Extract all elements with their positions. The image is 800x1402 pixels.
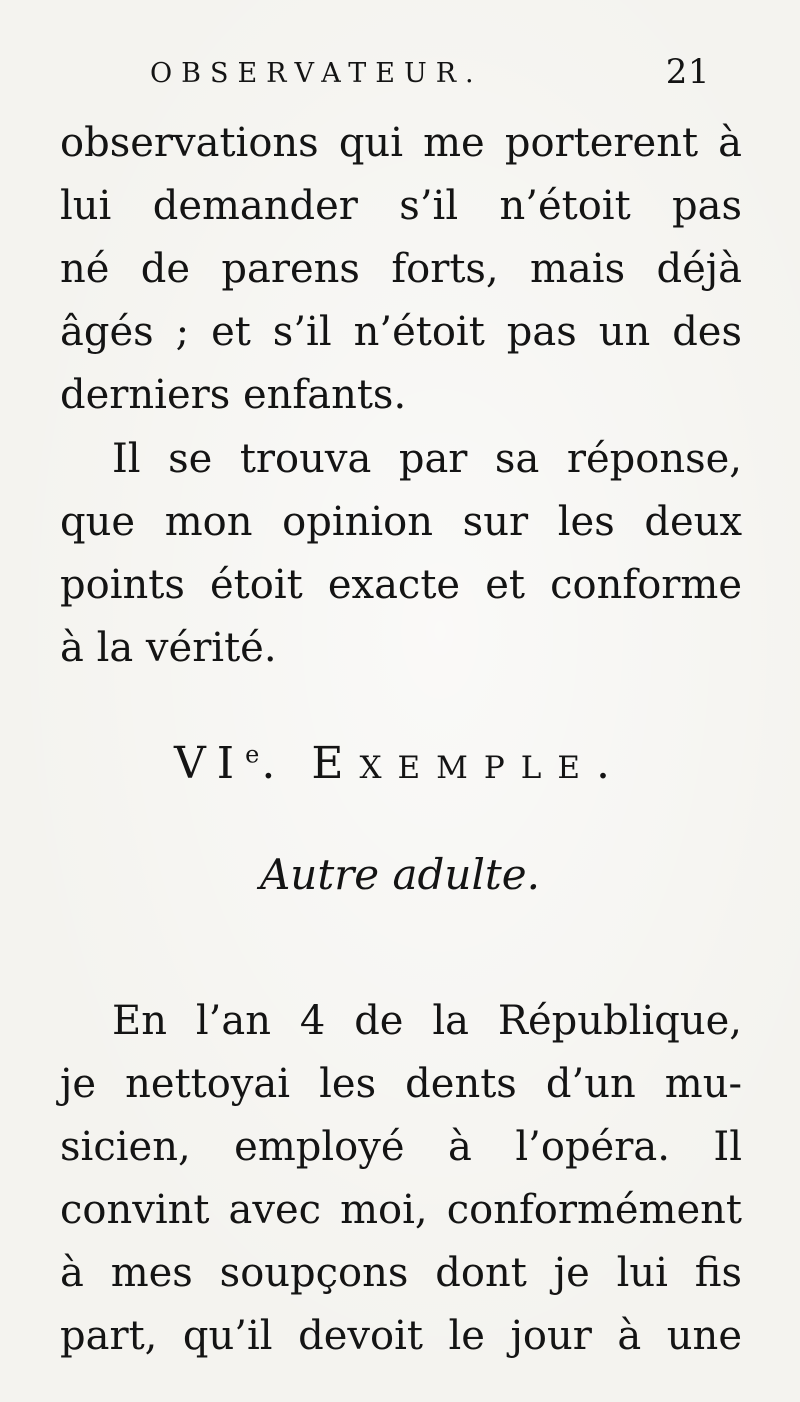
show-through-text — [0, 690, 800, 734]
text-line: derniers enfants. — [60, 372, 407, 418]
page-header — [150, 48, 710, 98]
text-line: que mon opinion sur les deux — [60, 499, 742, 545]
page-number: 21 — [665, 52, 710, 92]
paragraph-1 — [60, 112, 742, 427]
text-line: à mes soupçons dont je lui fis — [60, 1250, 742, 1296]
text-line: observations qui me porterent à — [60, 120, 742, 166]
text-line: je nettoyai les dents d’un mu- — [60, 1061, 742, 1107]
section-numeral-suffix: e — [245, 740, 262, 769]
section-subtitle: Autre adulte. — [259, 850, 541, 899]
text-line: En l’an 4 de la République, — [112, 998, 742, 1044]
section-heading: VIe. Exemple. — [174, 738, 626, 789]
text-line: lui demander s’il n’étoit pas — [60, 183, 742, 229]
text-line: sicien, employé à l’opéra. Il — [60, 1124, 742, 1170]
text-line: à la vérité. — [60, 625, 277, 671]
text-line: points étoit exacte et conforme — [60, 562, 742, 608]
text-line: Il se trouva par sa réponse, — [112, 436, 742, 482]
section-numeral: VI — [174, 738, 246, 789]
text-line: né de parens forts, mais déjà — [60, 246, 742, 292]
text-line: part, qu’il devoit le jour à une — [60, 1313, 742, 1359]
paragraph-3 — [60, 990, 742, 1368]
text-line: convint avec moi, conformément — [60, 1187, 742, 1233]
section-title: Exemple. — [311, 738, 626, 789]
text-line: âgés ; et s’il n’étoit pas un des — [60, 309, 742, 355]
paragraph-2 — [60, 428, 742, 680]
running-head: OBSERVATEUR. — [150, 58, 483, 89]
